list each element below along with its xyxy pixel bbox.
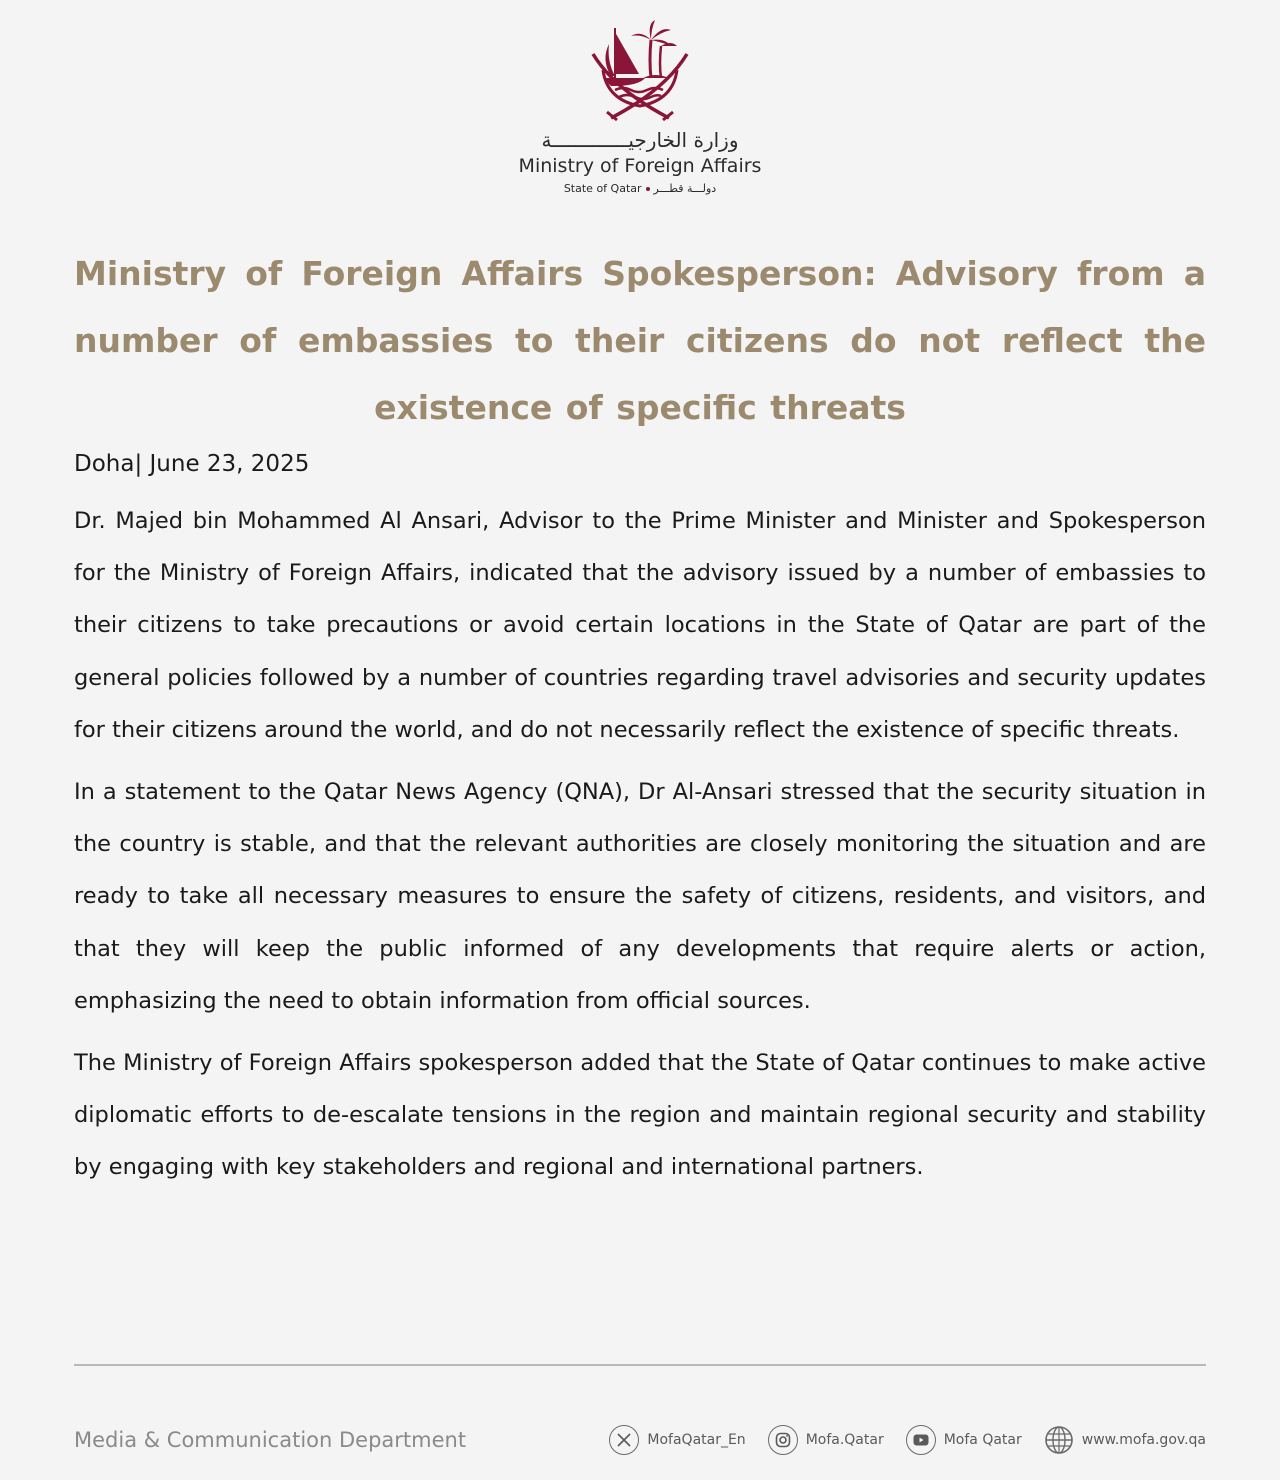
state-name-english: State of Qatar — [563, 182, 642, 195]
youtube-handle: Mofa Qatar — [943, 1432, 1022, 1448]
instagram-handle: Mofa.Qatar — [805, 1432, 884, 1448]
instagram-icon — [768, 1425, 798, 1455]
x-icon — [609, 1425, 639, 1455]
separator-dot-icon — [646, 187, 650, 191]
youtube-link[interactable] — [906, 1425, 1022, 1455]
body-paragraph-2: In a statement to the Qatar News Agency (QNA), Dr Al-Ansari stressed that the security situation in the country is stable, and that the relevant authorities are closely monitoring the situation and are ready to take all necessary measures to ensure the safety of citizens, residents, and visitors, and that they will keep the public informed of any developments that require alerts or action, emphasizing the need to obtain information from official sources. — [74, 779, 1206, 1014]
article-title-text: Ministry of Foreign Affairs Spokesperson: Advisory from a number of embassies to their citizens do not reflect the existence of specific threats — [74, 254, 1206, 427]
website-url: www.mofa.gov.qa — [1081, 1432, 1206, 1448]
body-paragraph-1: Dr. Majed bin Mohammed Al Ansari, Advisor to the Prime Minister and Minister and Spokesperson for the Ministry of Foreign Affairs, indicated that the advisory issued by a number of embassies to their citizens to take precautions or avoid certain locations in the State of Qatar are part of the general policies followed by a number of countries regarding travel advisories and security updates for their citizens around the world, and do not necessarily reflect the existence of specific threats. — [74, 508, 1206, 743]
article-title — [74, 240, 1206, 441]
state-emblem-icon — [585, 14, 695, 122]
department-name: Media & Communication Department — [74, 1428, 467, 1452]
body-paragraph-3: The Ministry of Foreign Affairs spokesperson added that the State of Qatar continues to make active diplomatic efforts to de-escalate tensions in the region and maintain regional security and stability by engaging with key stakeholders and regional and international partners. — [74, 1050, 1206, 1181]
dateline: Doha| June 23, 2025 — [74, 451, 310, 477]
footer-divider — [74, 1364, 1206, 1366]
state-name-arabic: دولـــة قطـــر — [653, 182, 717, 195]
instagram-link[interactable] — [768, 1425, 884, 1455]
org-name-english: Ministry of Foreign Affairs — [518, 155, 762, 177]
x-link[interactable] — [609, 1425, 745, 1455]
website-link[interactable] — [1044, 1425, 1206, 1455]
footer — [74, 1420, 1206, 1460]
org-name-arabic: وزارة الخارجيـــــــــــــة — [541, 128, 739, 152]
state-line — [564, 182, 716, 196]
youtube-icon — [906, 1425, 936, 1455]
letterhead — [0, 14, 1280, 196]
globe-icon — [1044, 1425, 1074, 1455]
social-links — [609, 1425, 1206, 1455]
x-handle: MofaQatar_En — [647, 1432, 746, 1448]
article-body — [74, 441, 1206, 1204]
